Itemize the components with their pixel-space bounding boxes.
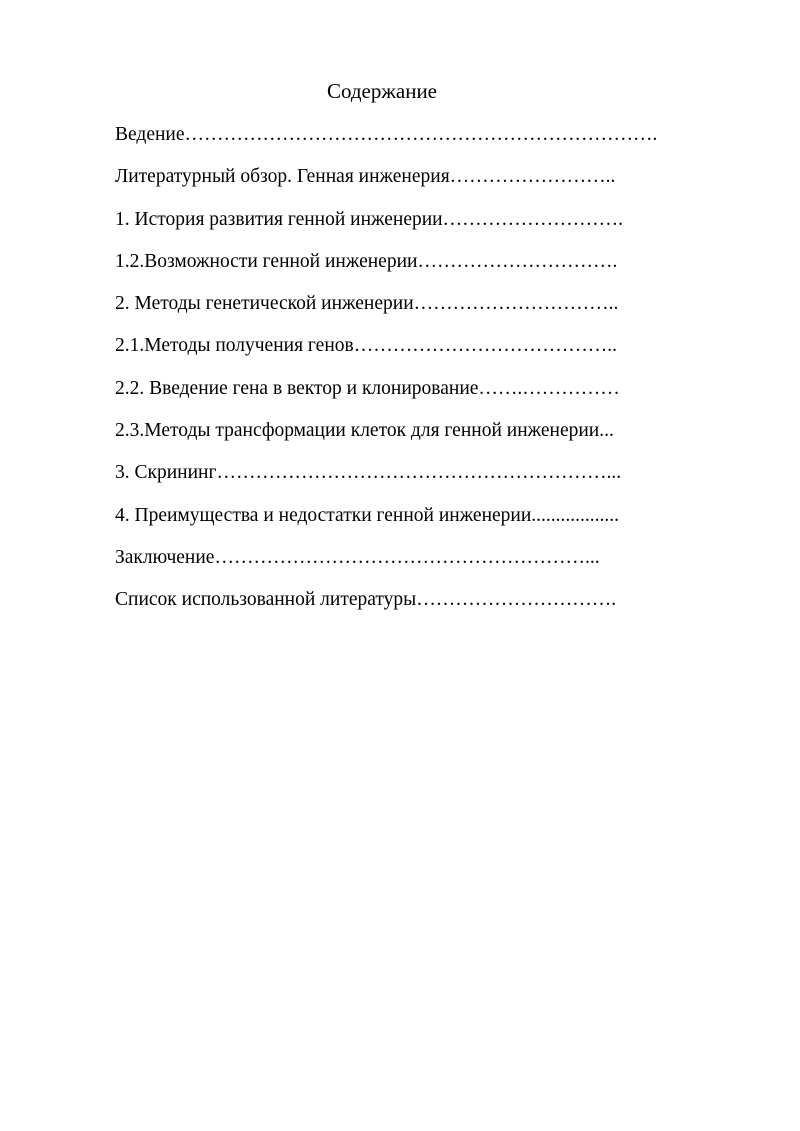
table-of-contents: [115, 120, 745, 628]
toc-entry-history: 1. История развития генной инженерии……………………….: [115, 208, 623, 230]
toc-entry-methods: 2. Методы генетической инженерии…………………………..: [115, 293, 619, 315]
toc-entry-transformation: 2.3.Методы трансформации клеток для генной инженерии...: [115, 420, 614, 442]
toc-entry-vector-cloning: 2.2. Введение гена в вектор и клонирование…….……………: [115, 377, 620, 399]
toc-entry-conclusion: Заключение…………………………………………………...: [115, 546, 600, 568]
toc-entry-literature-review: Литературный обзор. Генная инженерия……………………..: [115, 166, 616, 188]
toc-entry-screening: 3. Скрининг……………………………………………………...: [115, 462, 622, 484]
toc-entry-possibilities: 1.2.Возможности генной инженерии………………………….: [115, 250, 618, 272]
toc-entry-pros-cons: 4. Преимущества и недостатки генной инженерии..................: [115, 504, 620, 526]
page-title: Содержание: [326, 79, 438, 103]
toc-entry-introduction: Ведение……………………………………………………………….: [115, 124, 658, 145]
toc-entry-references: Список использованной литературы………………………….: [115, 589, 617, 611]
toc-entry-gene-obtaining: 2.1.Методы получения генов…………………………………..: [115, 335, 617, 357]
